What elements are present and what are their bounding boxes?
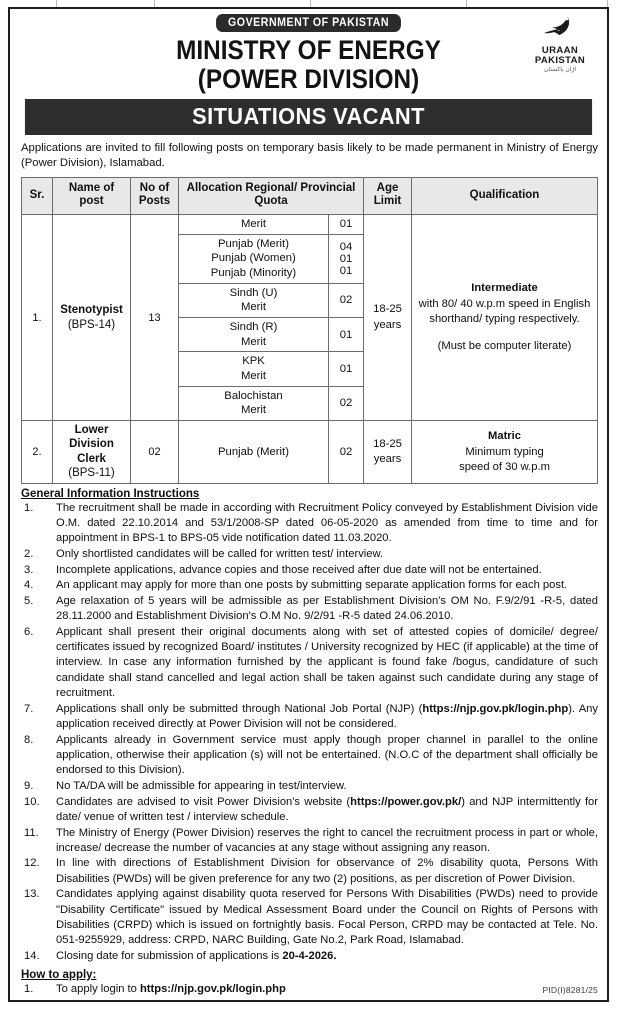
list-item-text: To apply login to xyxy=(56,982,140,995)
list-item-text: Applications shall only be submitted through National Job Portal (NJP) ( xyxy=(56,702,423,715)
th-quota-l2: Quota xyxy=(254,195,288,208)
quota-count: 01 xyxy=(339,252,353,265)
list-item-text: The Ministry of Energy (Power Division) reserves the right to cancel the recruitment process in part or whole, increase/ decrease the number of vacancies at any stage without assigning any reason. xyxy=(56,826,598,854)
ad-header xyxy=(10,9,607,96)
quota-label: Punjab (Merit) xyxy=(218,237,289,250)
quota-label: Sindh (R) xyxy=(229,321,278,334)
cell-qualification xyxy=(412,421,598,484)
th-nop-l1: No of xyxy=(139,181,170,194)
cell-quota-count: 02 xyxy=(329,386,364,420)
list-item-text: Candidates applying against disability quota reserved for Persons With Disabilities (PWDs) need to provide "Disability Certificate" issued by Medical Assessment Board under the Council on Rights of Persons with Disabilities (CRPD) which is issued on fortnightly basis. Focal Person, CRPD may be contacted at Tele. No. 051-9255929, address: CRPD, NARC Building, Gate No.2, Park Road, Islamabad. xyxy=(56,888,598,947)
list-item-number: 8. xyxy=(24,733,34,746)
list-item-number: 9. xyxy=(24,779,34,792)
quota-label: Punjab (Minority) xyxy=(210,267,297,280)
list-item-text: Closing date for submission of applications is xyxy=(56,949,283,962)
list-item-text: Age relaxation of 5 years will be admissible as per Establishment Division's OM No. F.9/2/91 -R-5, dated 28.11.2000 and Establishment Division's O.M No. 9/2/91 -R-5 dated 24.06.2010. xyxy=(56,595,598,623)
list-item-number: 6. xyxy=(24,625,34,638)
quota-label: Balochistan xyxy=(224,389,283,402)
cell-quota-count: 02 xyxy=(329,421,364,484)
cell-quota xyxy=(179,215,329,235)
th-post-l1: Name of xyxy=(68,181,115,194)
th-sr: Sr. xyxy=(22,177,53,214)
list-item xyxy=(21,982,598,997)
list-item-emphasis[interactable]: 20-4-2026. xyxy=(282,949,337,962)
list-item-number: 13. xyxy=(24,888,40,901)
th-qualification: Qualification xyxy=(412,177,598,214)
list-item-text: Incomplete applications, advance copies and those received after due date will not be entertained. xyxy=(56,563,542,576)
qualification-note: (Must be computer literate) xyxy=(437,340,572,353)
list-item-text: No TA/DA will be admissible for appearing in test/interview. xyxy=(56,779,347,792)
cell-sr: 2. xyxy=(22,421,53,484)
qualification-line2: speed of 30 w.p.m xyxy=(459,460,550,473)
cell-quota-count: 01 xyxy=(329,318,364,352)
list-item-emphasis[interactable]: https://power.gov.pk/ xyxy=(350,795,462,808)
quota-count: 04 xyxy=(339,240,353,253)
th-name-of-post xyxy=(53,177,131,214)
quota-label: Merit xyxy=(240,404,267,417)
list-item xyxy=(21,547,598,562)
logo-line2: PAKISTAN xyxy=(534,54,586,66)
list-item-number: 1. xyxy=(24,982,34,995)
quota-label: Merit xyxy=(240,370,267,383)
cell-post-name xyxy=(53,421,131,484)
how-to-apply-list xyxy=(10,982,607,997)
cell-quota-count: 02 xyxy=(329,283,364,317)
th-age-l2: Limit xyxy=(373,195,402,208)
list-item-number: 5. xyxy=(24,595,34,607)
cell-quota-count xyxy=(329,234,364,283)
ministry-title-line1: MINISTRY OF ENERGY xyxy=(176,35,441,65)
list-item-text: Applicant shall present their original documents along with set of attested copies of domicile/ degree/ certificates issued by recognized Board/ institutes / University recognized by HEC (if applicable) at the time of interview. In case any information furnished by the applicant is found fake /bogus, candidature of such candidate shall stand cancelled and legal action shall be taken against such candidate during any stage of recruitment. xyxy=(56,625,598,699)
list-item-text: ) and NJP intermittently for date/ venue of written test / interview schedule. xyxy=(56,795,598,823)
cell-age-limit xyxy=(364,421,412,484)
quota-label: Merit xyxy=(240,218,267,231)
post-title-l2: Division xyxy=(69,438,114,451)
qualification-line1: with 80/ 40 w.p.m speed in English xyxy=(418,297,591,310)
cell-quota xyxy=(179,318,329,352)
list-item-text: The recruitment shall be made in according with Recruitment Policy conveyed by Establishment Division vide O.M. dated 22.10.2014 and 53/1/2008-SP dated 06-05-2020 as amended from time to time and for appointment in BPS-1 to BPS-05 vide notification dated 11.03.2020. xyxy=(56,501,598,545)
list-item-text: Candidates are advised to visit Power Division's website ( xyxy=(56,795,351,808)
list-item xyxy=(21,856,598,886)
quota-label: Merit xyxy=(240,335,267,348)
th-post-l2: post xyxy=(79,195,104,208)
pid-number: PID(I)8281/25 xyxy=(542,985,598,995)
list-item xyxy=(21,501,598,547)
post-title: Stenotypist xyxy=(60,304,123,317)
list-item xyxy=(21,563,598,578)
instructions-heading: General Information Instructions xyxy=(21,487,200,500)
table-row xyxy=(22,421,598,484)
table-row xyxy=(22,215,598,235)
list-item-emphasis[interactable]: https://njp.gov.pk/login.php xyxy=(139,982,286,995)
th-quota-l1: Allocation Regional/ Provincial xyxy=(186,181,356,194)
list-item xyxy=(21,702,598,732)
list-item-number: 3. xyxy=(24,563,34,576)
cell-age-limit xyxy=(364,215,412,421)
quota-label: Punjab (Merit) xyxy=(218,445,289,458)
list-item-text: Only shortlisted candidates will be called for written test/ interview. xyxy=(56,547,384,560)
logo-line1: URAAN xyxy=(541,45,579,56)
quota-label: Merit xyxy=(240,301,267,314)
list-item xyxy=(21,887,598,948)
quota-label: Sindh (U) xyxy=(229,286,278,299)
th-no-of-posts xyxy=(131,177,179,214)
qualification-title: Intermediate xyxy=(471,281,538,294)
quota-label: Punjab (Women) xyxy=(211,252,296,265)
th-nop-l2: Posts xyxy=(138,195,171,208)
list-item-number: 1. xyxy=(24,501,34,514)
cell-quota-count: 01 xyxy=(329,352,364,386)
th-quota xyxy=(179,177,364,214)
age-l1: 18-25 xyxy=(373,303,402,316)
how-to-apply-heading: How to apply: xyxy=(21,968,97,981)
list-item-text: In line with directions of Establishment Division for observance of 2% disability quota, Persons With Disabilities (PWDs) will be given preference for any two (2) positions, as per discretion of Power Division. xyxy=(56,857,598,885)
post-bps: (BPS-14) xyxy=(67,318,116,331)
list-item-text: An applicant may apply for more than one posts by submitting separate application forms for each post. xyxy=(56,579,568,592)
situations-vacant-banner: SITUATIONS VACANT xyxy=(25,99,592,135)
quota-count: 01 xyxy=(339,264,353,277)
list-item xyxy=(21,826,598,856)
list-item-text: ). Any application received directly at Power Division will not be considered. xyxy=(56,702,598,730)
list-item xyxy=(21,733,598,779)
qualification-title: Matric xyxy=(488,429,521,442)
qualification-line2: shorthand/ typing respectively. xyxy=(429,313,580,326)
ministry-title-line2: (POWER DIVISION) xyxy=(197,63,420,94)
cell-quota xyxy=(179,234,329,283)
jobs-table-wrapper xyxy=(10,177,607,484)
list-item xyxy=(21,578,598,593)
qualification-line1: Minimum typing xyxy=(465,445,544,458)
th-age-l1: Age xyxy=(376,181,399,194)
post-bps: (BPS-11) xyxy=(68,467,115,480)
list-item-text: Applicants already in Government service must apply though proper channel in parallel to the online application, otherwise their application (s) will not be entertained. (N.O.C of the department shall officially be endorsed to this Division). xyxy=(56,733,598,777)
instructions-list xyxy=(10,501,607,965)
qualification-gap xyxy=(414,327,595,339)
age-l2: years xyxy=(373,318,402,331)
uraan-pakistan-logo xyxy=(523,15,597,73)
th-age-limit xyxy=(364,177,412,214)
list-item-number: 14. xyxy=(24,949,40,962)
list-item-number: 4. xyxy=(24,579,34,592)
cell-quota xyxy=(179,283,329,317)
cell-no-of-posts: 13 xyxy=(131,215,179,421)
government-badge: GOVERNMENT OF PAKISTAN xyxy=(216,14,401,32)
logo-urdu-text: اڑان پاکستان xyxy=(543,67,577,73)
falcon-bird-icon xyxy=(542,15,578,45)
cell-sr: 1. xyxy=(22,215,53,421)
list-item-emphasis[interactable]: https://njp.gov.pk/login.php xyxy=(422,702,569,715)
table-header-row xyxy=(22,177,598,214)
quota-label: KPK xyxy=(242,355,265,368)
cell-quota-count: 01 xyxy=(329,215,364,235)
list-item xyxy=(21,949,598,964)
cell-no-of-posts: 02 xyxy=(131,421,179,484)
list-item-number: 2. xyxy=(24,547,34,560)
age-l2: years xyxy=(373,452,402,465)
ministry-title xyxy=(40,36,577,94)
list-item-number: 11. xyxy=(24,826,39,839)
list-item-number: 10. xyxy=(24,795,40,808)
advertisement-container xyxy=(8,7,609,1002)
cell-qualification xyxy=(412,215,598,421)
cell-quota xyxy=(179,386,329,420)
jobs-table xyxy=(21,177,598,484)
list-item xyxy=(21,625,598,701)
cell-post-name xyxy=(53,215,131,421)
age-l1: 18-25 xyxy=(373,437,402,450)
list-item xyxy=(21,594,598,624)
list-item xyxy=(21,779,598,794)
cell-quota xyxy=(179,421,329,484)
list-item-number: 12. xyxy=(24,857,40,870)
post-title-l3: Clerk xyxy=(77,452,106,465)
post-title-l1: Lower xyxy=(74,424,109,437)
list-item xyxy=(21,795,598,825)
cell-quota xyxy=(179,352,329,386)
list-item-number: 7. xyxy=(24,702,34,715)
intro-paragraph: Applications are invited to fill following posts on temporary basis likely to be made permanent in Ministry of Energy (Power Division), Islamabad. xyxy=(21,141,598,170)
